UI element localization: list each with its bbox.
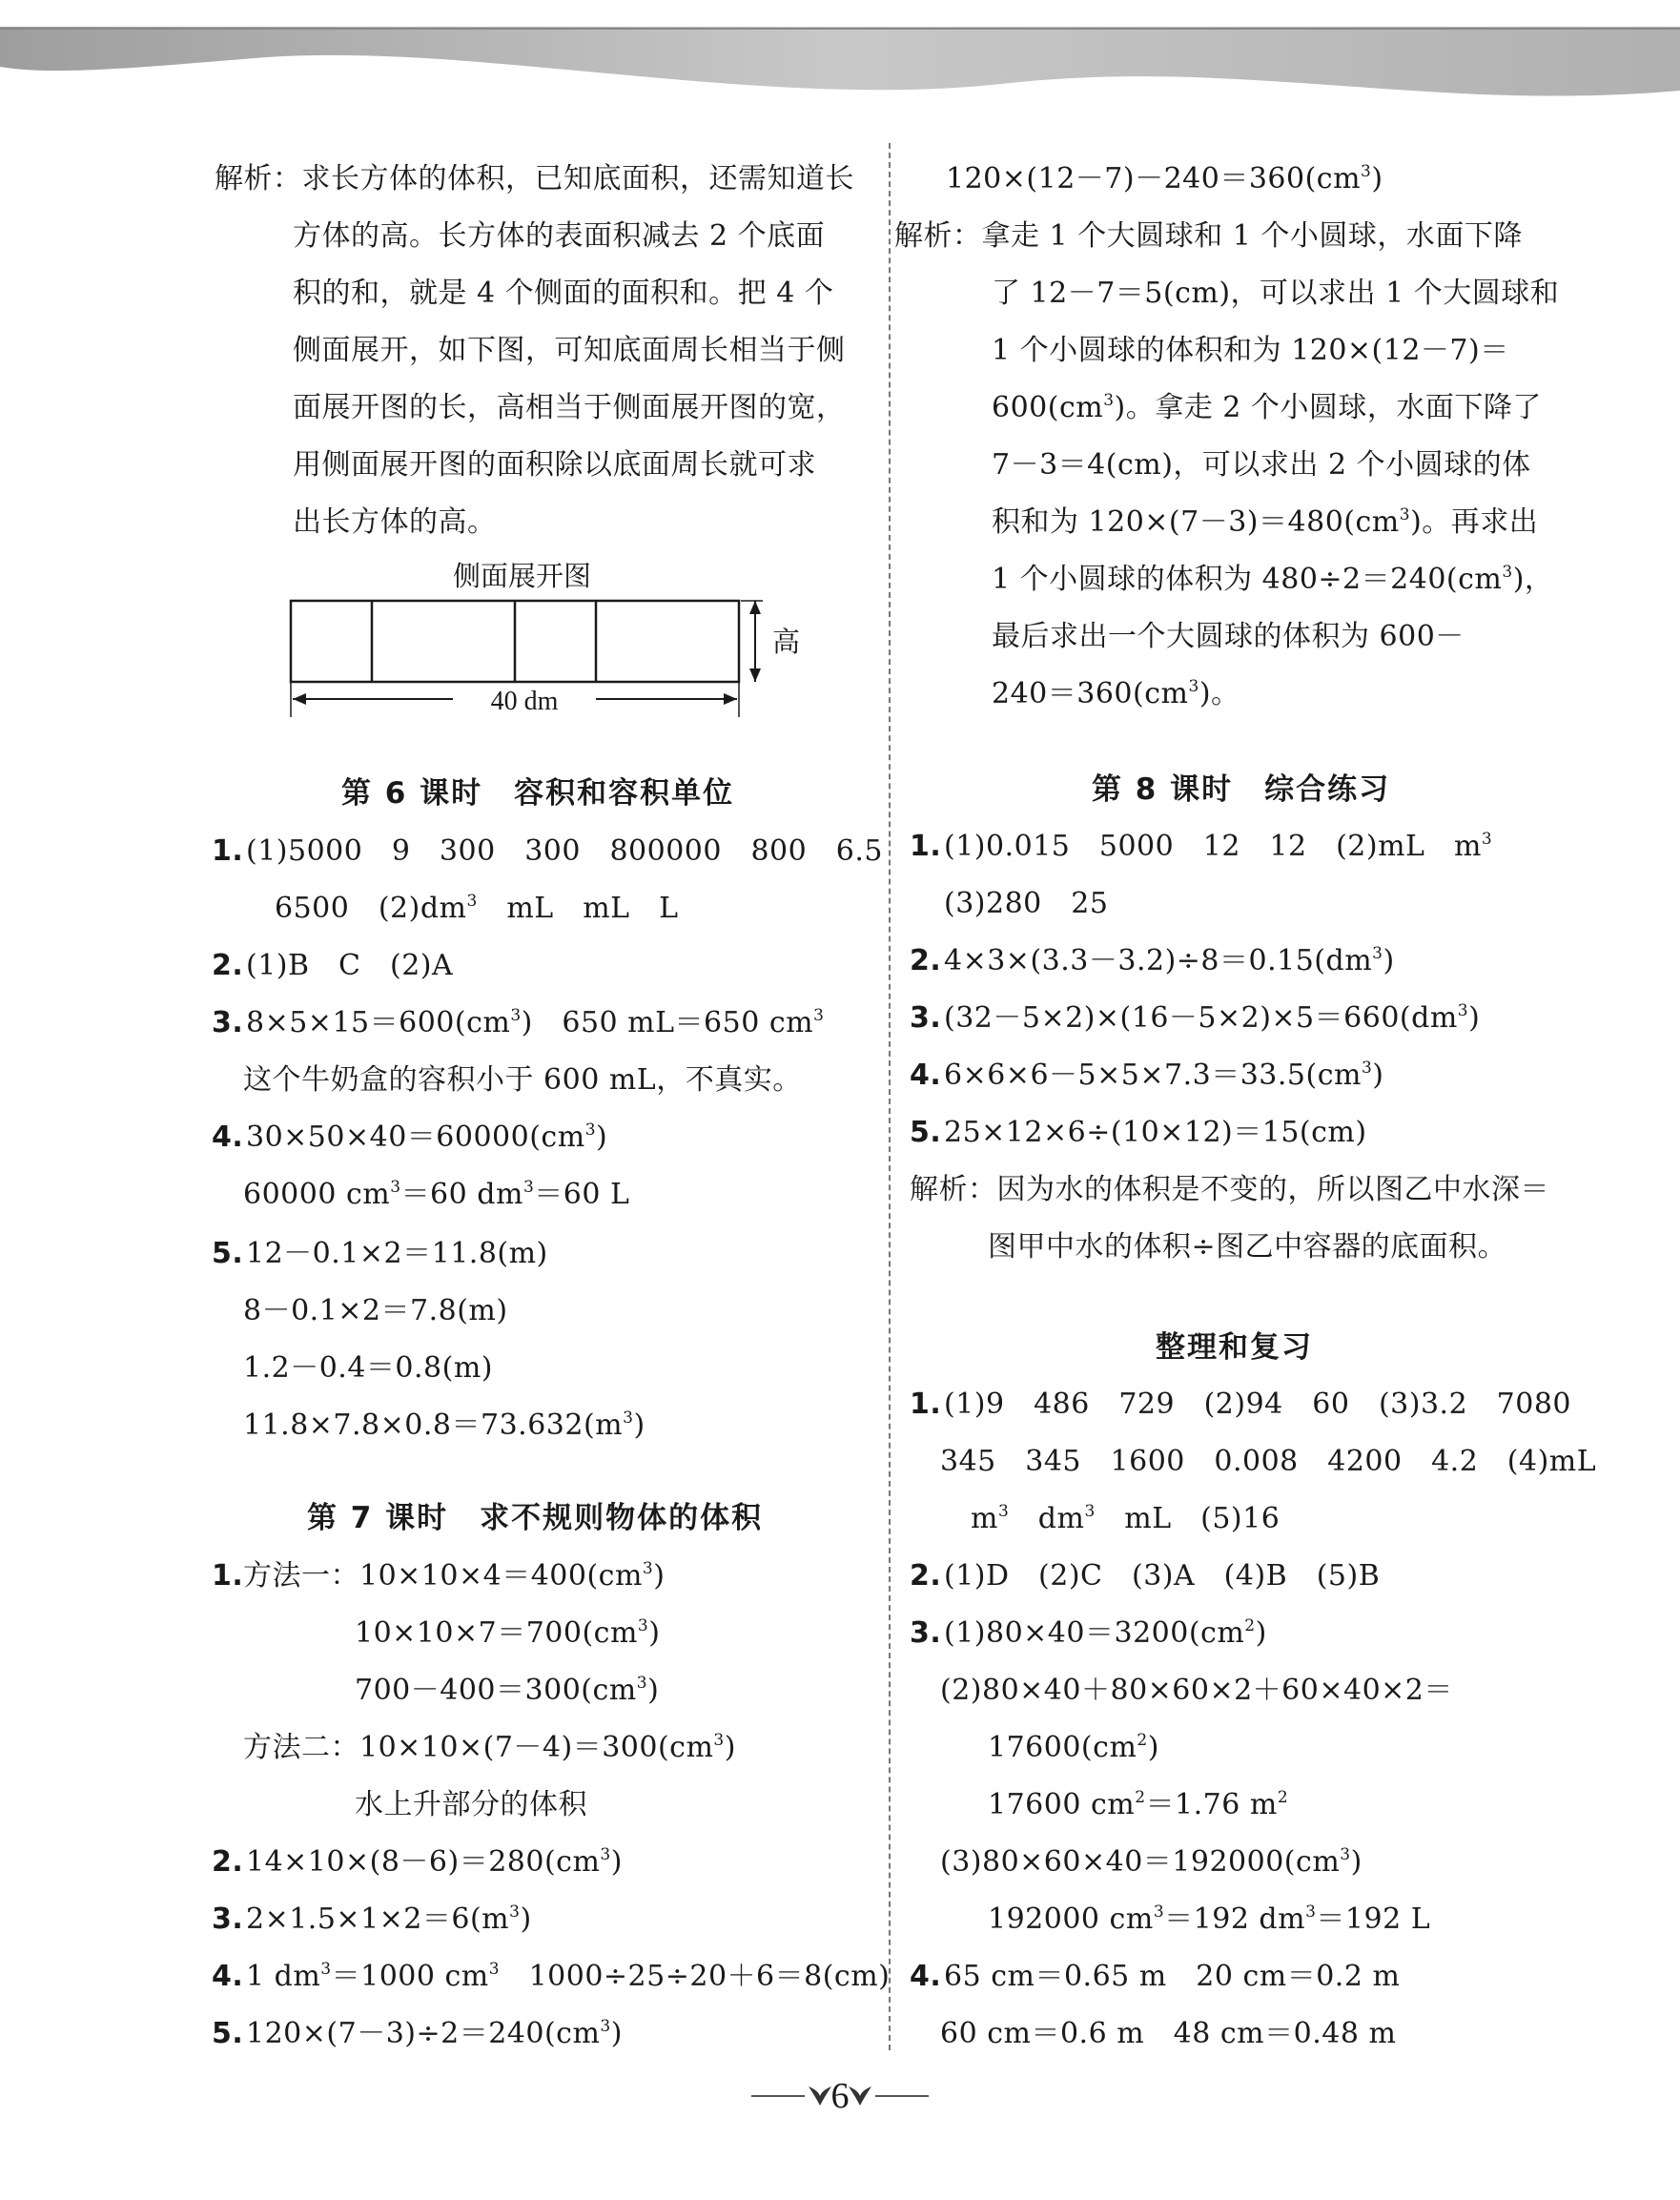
answer-line: 60 cm＝0.6 m 48 cm＝0.48 m	[940, 2017, 1397, 2050]
analysis-line: 积和为 $120\times(7-3)=480(cm^3)$。再求出	[992, 505, 1539, 539]
answer-line: $30\times 50\times 40=60000(cm^3)$	[246, 1121, 608, 1154]
question-number: 5.	[910, 1116, 942, 1149]
diagram-title: 侧面展开图	[453, 560, 592, 592]
answer-line: $6\times 6\times 6-5\times 5\times 7.3=33.5(cm^3)$	[944, 1059, 1384, 1092]
answer-line: $120\times(7-3)\div 2=240(cm^3)$	[246, 2017, 623, 2050]
analysis-line: 面展开图的长，高相当于侧面展开图的宽，	[293, 391, 846, 424]
page-number: 6	[830, 2076, 850, 2116]
answer-line: $10\times 10\times 7=700(cm^3)$	[355, 1616, 661, 1650]
height-arrow-head	[749, 668, 761, 682]
height-label: 高	[772, 626, 801, 658]
question-number: 2.	[910, 944, 942, 977]
answer-line: 图甲中水的体积÷图乙中容器的底面积。	[988, 1230, 1507, 1264]
question-number: 5.	[212, 1237, 244, 1270]
side-unfold-diagram	[281, 563, 801, 730]
answer-line: $700-400=300(cm^3)$	[355, 1674, 660, 1707]
answer-line: $8\times 5\times 15=600(cm^3)$ 650 mL＝650 $cm^3$	[246, 1006, 825, 1039]
answer-line: 17600 $cm^2=1.76$ $m^2$	[988, 1788, 1289, 1821]
answer-line: 192000 $cm^3=192$ $dm^3=192$ L	[988, 1902, 1431, 1936]
answer-line: (3)280 25	[944, 887, 1109, 920]
answer-line: (1)9 486 729 (2)94 60 (3)3.2 7080	[944, 1388, 1571, 1421]
answer-line: 方法一：$10\times 10\times 4=400(cm^3)$	[243, 1559, 666, 1593]
answer-line: 水上升部分的体积	[355, 1788, 587, 1821]
analysis-line: 出长方体的高。	[293, 505, 497, 539]
answer-line: (2)80×40＋80×60×2＋60×40×2＝	[940, 1674, 1453, 1707]
sprout-icon	[809, 2087, 831, 2106]
answer-line: 12－0.1×2＝11.8(m)	[246, 1237, 548, 1270]
width-arrow-head	[724, 693, 737, 705]
analysis-line: 方体的高。长方体的表面积减去 2 个底面	[293, 219, 826, 253]
question-number: 1.	[910, 830, 942, 863]
answer-line: 解析：因为水的体积是不变的，所以图乙中水深＝	[910, 1173, 1549, 1206]
lesson8-title: 第 8 课时 综合练习	[1092, 772, 1391, 807]
analysis-line: 1 个小圆球的体积和为 120×(12－7)＝	[992, 334, 1509, 367]
analysis-line: 7－3＝4(cm)，可以求出 2 个小圆球的体	[992, 448, 1531, 482]
answer-line: 345 345 1600 0.008 4200 4.2 (4)mL	[940, 1445, 1597, 1478]
sprout-icon	[849, 2087, 871, 2106]
analysis-line: 解析：拿走 1 个大圆球和 1 个小圆球，水面下降	[894, 219, 1523, 253]
answer-line: 6500 $(2)dm^3$ mL mL L	[275, 892, 679, 925]
answer-line: 25×12×6÷(10×12)＝15(cm)	[944, 1116, 1367, 1149]
answer-line: $(3)80\times 60\times 40=192000(cm^3)$	[940, 1845, 1362, 1879]
page-footer	[0, 2067, 1680, 2125]
question-number: 2.	[212, 949, 244, 982]
top-decorative-band	[0, 0, 1680, 124]
answer-line: (1)5000 9 300 300 800000 800 6.5	[246, 834, 883, 868]
answer-line: 60000 $cm^3=60$ $dm^3=60$ L	[243, 1178, 630, 1211]
answer-line: $m^3$ $dm^3$ mL (5)16	[971, 1502, 1280, 1535]
analysis-line: 用侧面展开图的面积除以底面周长就可求	[293, 448, 816, 482]
answer-line: 这个牛奶盒的容积小于 600 mL，不真实。	[243, 1063, 802, 1097]
question-number: 3.	[212, 1006, 244, 1039]
question-number: 1.	[212, 1559, 244, 1593]
answer-line: (1)0.015 5000 12 12 (2)mL $m^3$	[944, 830, 1493, 863]
analysis-line: $120\times(12-7)-240=360(cm^3)$	[946, 162, 1383, 195]
review-title: 整理和复习	[1156, 1330, 1313, 1365]
analysis-line: $600(cm^3)$。拿走 2 个小圆球，水面下降了	[992, 391, 1542, 424]
answer-line: 65 cm＝0.65 m 20 cm＝0.2 m	[944, 1960, 1401, 1993]
question-number: 1.	[910, 1388, 942, 1421]
question-number: 1.	[212, 834, 244, 868]
answer-line: $(32-5\times 2)\times(16-5\times 2)\times 5=660(dm^3)$	[944, 1001, 1481, 1035]
answer-line: 8－0.1×2＝7.8(m)	[243, 1294, 508, 1327]
answer-line: $11.8\times 7.8\times 0.8=73.632(m^3)$	[243, 1408, 645, 1442]
question-number: 4.	[212, 1121, 244, 1154]
analysis-line: 了 12－7＝5(cm)，可以求出 1 个大圆球和	[992, 277, 1560, 310]
answer-line: $2\times 1.5\times 1\times 2=6(m^3)$	[246, 1902, 532, 1936]
height-arrow-head	[749, 601, 761, 614]
answer-line: $17600(cm^2)$	[988, 1731, 1159, 1764]
answer-line: $14\times 10\times(8-6)=280(cm^3)$	[246, 1845, 623, 1879]
answer-line: 1 $dm^3=1000$ $cm^3$ 1000÷25÷20＋6＝8(cm)	[246, 1960, 891, 1993]
answer-line: $(1)80\times 40=3200(cm^2)$	[944, 1616, 1267, 1650]
column-divider	[889, 143, 891, 2050]
width-arrow-head	[293, 693, 306, 705]
analysis-line: $240=360(cm^3)$。	[992, 677, 1240, 710]
answer-line: 方法二：$10\times 10\times(7-4)=300(cm^3)$	[243, 1731, 736, 1764]
analysis-line: 侧面展开，如下图，可知底面周长相当于侧	[293, 334, 846, 367]
analysis-line: 最后求出一个大圆球的体积为 600－	[992, 620, 1465, 653]
question-number: 2.	[212, 1845, 244, 1879]
question-number: 5.	[212, 2017, 244, 2050]
analysis-line: 积的和，就是 4 个侧面的面积和。把 4 个	[293, 277, 834, 310]
analysis-line: 1 个小圆球的体积为 $480\div 2=240(cm^3)$，	[992, 563, 1554, 596]
question-number: 4.	[910, 1960, 942, 1993]
lesson6-title: 第 6 课时 容积和容积单位	[341, 776, 735, 811]
question-number: 4.	[910, 1059, 942, 1092]
answer-line: 1.2－0.4＝0.8(m)	[243, 1351, 493, 1385]
width-label: 40 dm	[490, 687, 559, 716]
answer-line: (1)B C (2)A	[246, 949, 454, 982]
question-number: 3.	[212, 1902, 244, 1936]
answer-line: $4\times 3\times(3.3-3.2)\div 8=0.15(dm^3)$	[944, 944, 1395, 977]
analysis-line: 解析：求长方体的体积，已知底面积，还需知道长	[215, 162, 854, 195]
answer-line: (1)D (2)C (3)A (4)B (5)B	[944, 1559, 1381, 1593]
page-number-ornament	[749, 2067, 931, 2121]
question-number: 3.	[910, 1616, 942, 1650]
question-number: 4.	[212, 1960, 244, 1993]
question-number: 2.	[910, 1559, 942, 1593]
question-number: 3.	[910, 1001, 942, 1035]
lesson7-title: 第 7 课时 求不规则物体的体积	[307, 1501, 764, 1535]
